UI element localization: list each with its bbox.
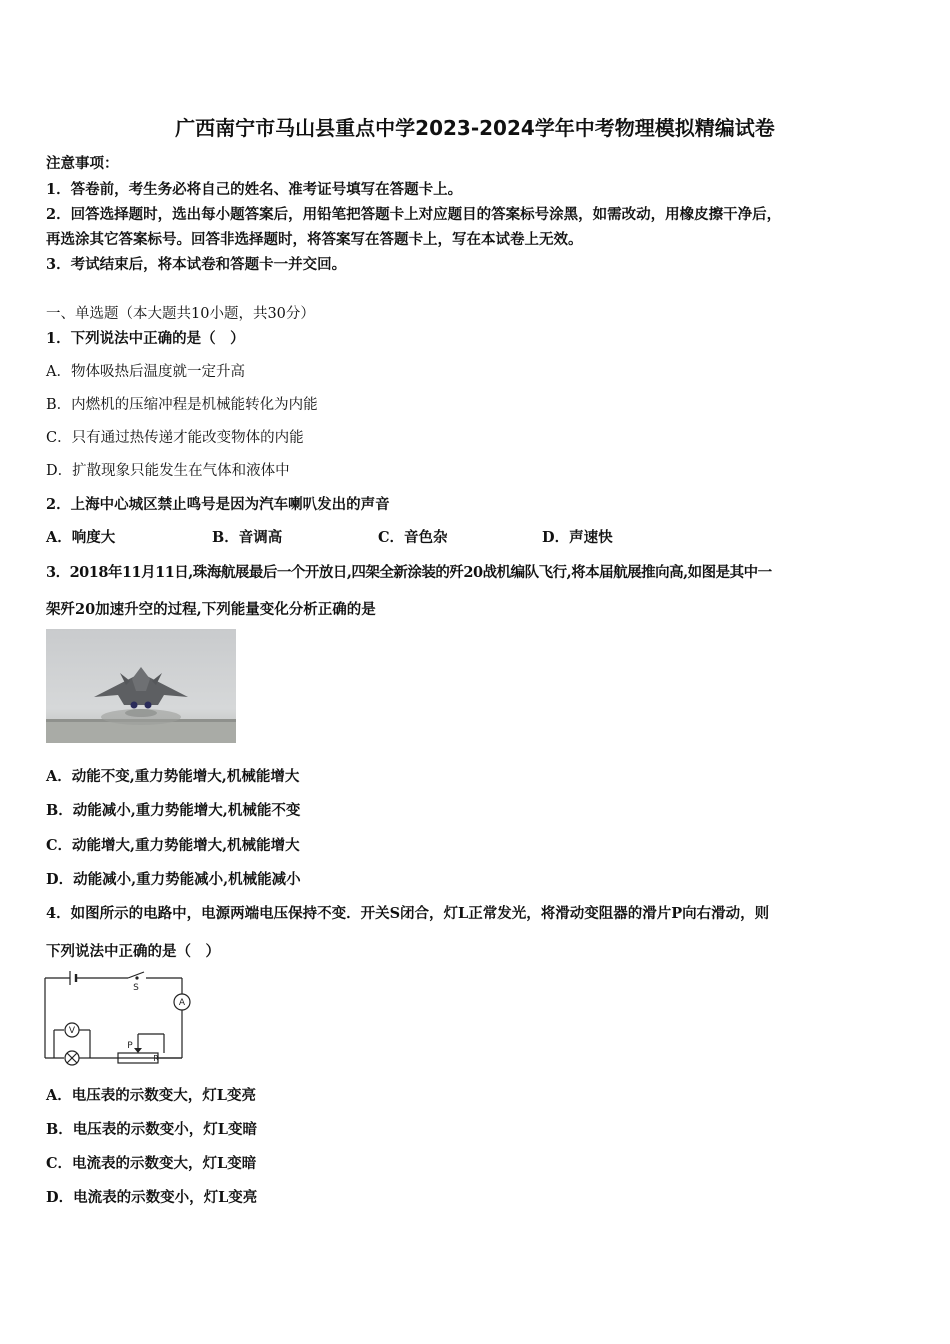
rheostat-label: R	[153, 1054, 159, 1063]
question-2-option-a: A．响度大	[46, 529, 116, 546]
question-3-option-a: A．动能不变,重力势能增大,机械能增大	[46, 768, 300, 785]
question-1-option-b: B．内燃机的压缩冲程是机械能转化为内能	[46, 397, 318, 413]
question-4-option-a: A．电压表的示数变大，灯L变亮	[46, 1087, 256, 1104]
notice-item-1: 1．答卷前，考生务必将自己的姓名、准考证号填写在答题卡上。	[46, 181, 463, 198]
question-2-option-c: C．音色杂	[378, 529, 448, 546]
slider-label: P	[127, 1041, 133, 1051]
question-2-option-d: D．声速快	[542, 529, 613, 546]
question-4-option-b: B．电压表的示数变小，灯L变暗	[46, 1121, 257, 1138]
question-4-option-d: D．电流表的示数变小，灯L变亮	[46, 1189, 258, 1206]
notice-heading: 注意事项：	[46, 155, 119, 172]
section-heading: 一、单选题（本大题共10小题，共30分）	[46, 306, 315, 322]
question-3-option-d: D．动能减小,重力势能减小,机械能减小	[46, 871, 301, 888]
question-1-option-c: C．只有通过热传递才能改变物体的内能	[46, 430, 304, 446]
voltmeter-label: V	[68, 1026, 76, 1036]
question-3-stem-cont: 架歼20加速升空的过程,下列能量变化分析正确的是	[46, 601, 376, 618]
ammeter-label: A	[178, 998, 186, 1008]
question-1-option-d: D．扩散现象只能发生在气体和液体中	[46, 463, 290, 479]
question-3-option-c: C．动能增大,重力势能增大,机械能增大	[46, 837, 300, 854]
question-1-stem: 1．下列说法中正确的是（ ）	[46, 330, 245, 347]
question-4-option-c: C．电流表的示数变大，灯L变暗	[46, 1155, 257, 1172]
page-title: 广西南宁市马山县重点中学2023-2024学年中考物理模拟精编试卷	[175, 116, 775, 140]
question-2-option-b: B．音调高	[212, 529, 283, 546]
switch-label: S	[133, 983, 139, 993]
notice-item-2-cont: 再选涂其它答案标号。回答非选择题时，将答案写在答题卡上，写在本试卷上无效。	[46, 231, 583, 248]
question-4-stem: 4．如图所示的电路中，电源两端电压保持不变．开关S闭合，灯L正常发光，将滑动变阻器的滑片P向右滑动，则	[46, 905, 770, 922]
question-2-stem: 2．上海中心城区禁止鸣号是因为汽车喇叭发出的声音	[46, 496, 390, 513]
question-3-option-b: B．动能减小,重力势能增大,机械能不变	[46, 802, 301, 819]
question-2-options	[46, 526, 746, 546]
notice-item-2: 2．回答选择题时，选出每小题答案后，用铅笔把答题卡上对应题目的答案标号涂黑，如需改动，用橡皮擦干净后，	[46, 206, 782, 223]
fighter-jet-photo	[46, 629, 236, 743]
notice-item-3: 3．考试结束后，将本试卷和答题卡一并交回。	[46, 256, 347, 273]
circuit-diagram	[40, 968, 200, 1066]
question-3-stem: 3．2018年11月11日,珠海航展最后一个开放日,四架全新涂装的歼20战机编队飞行,将本届航展推向高,如图是其中一	[46, 564, 772, 581]
question-4-stem-cont: 下列说法中正确的是（ ）	[46, 943, 220, 960]
question-1-option-a: A．物体吸热后温度就一定升高	[46, 364, 245, 380]
